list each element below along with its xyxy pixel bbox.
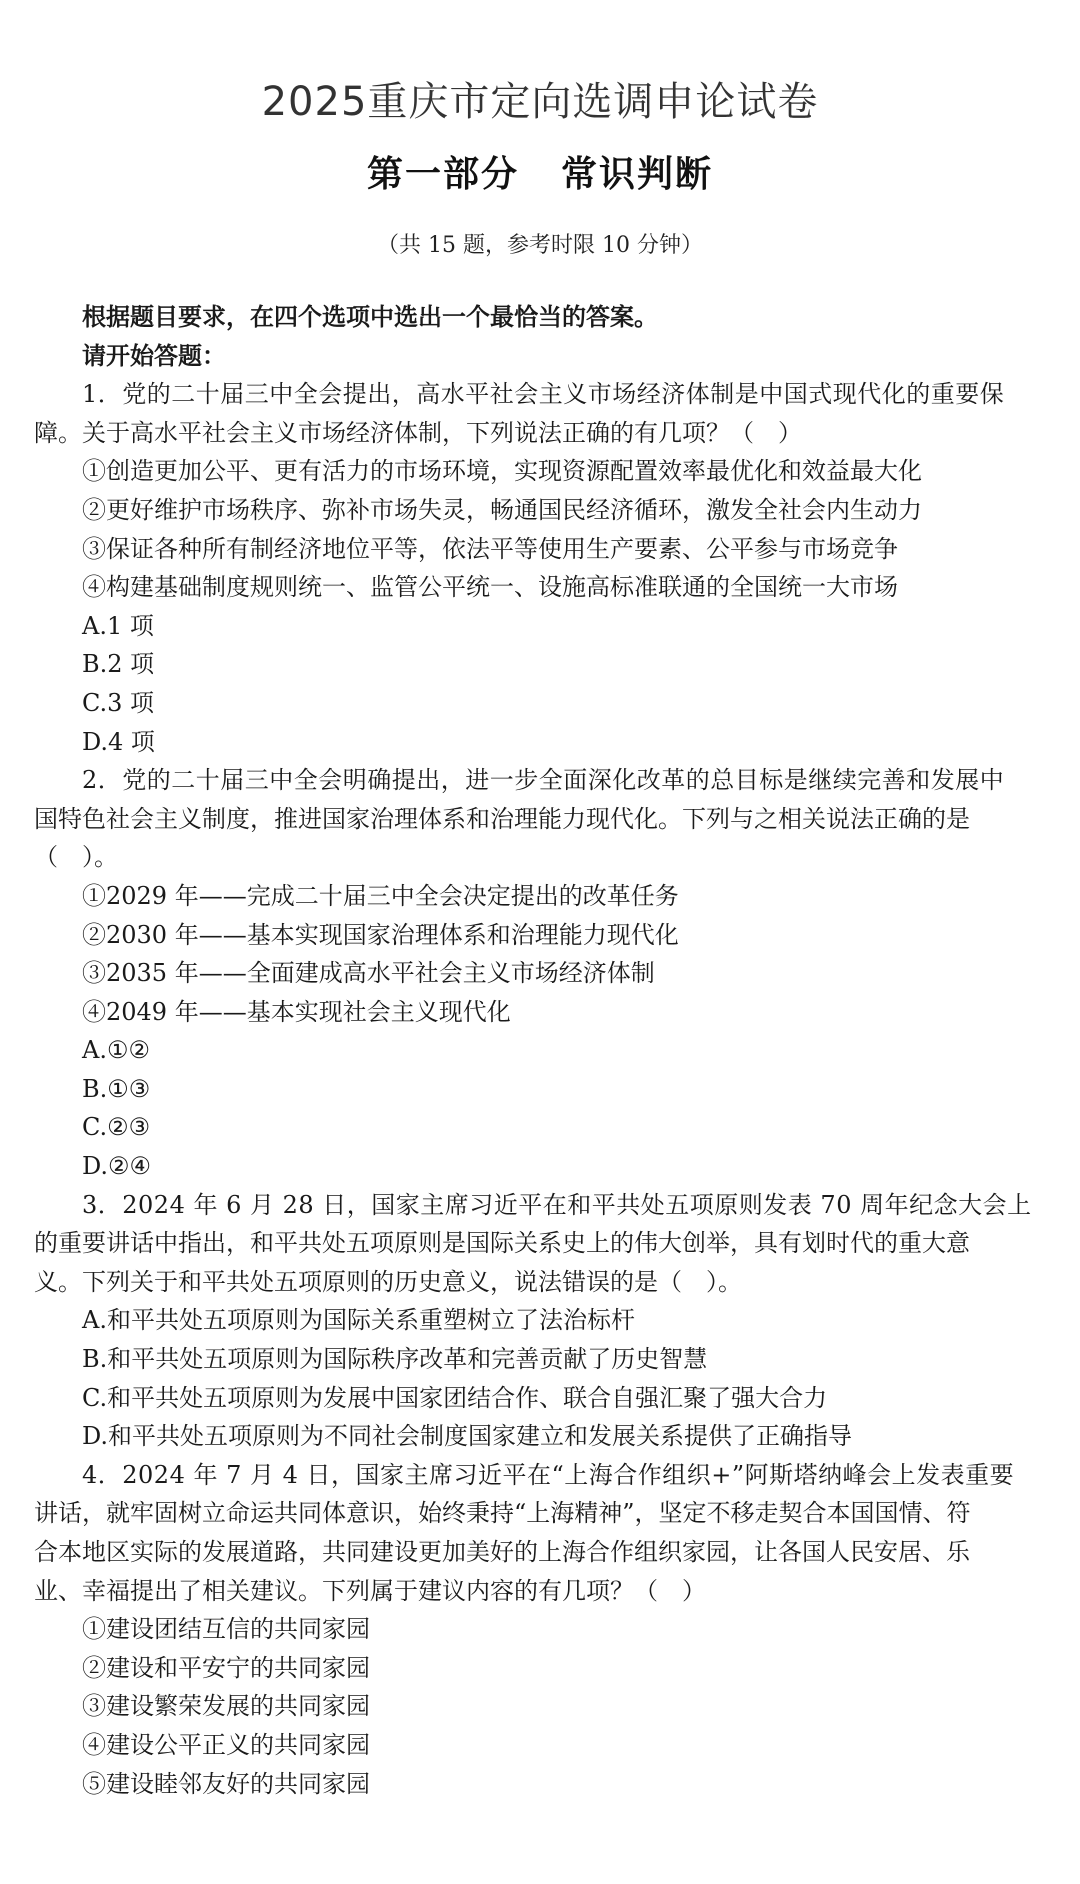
question-text-line: 1．党的二十届三中全会提出，高水平社会主义市场经济体制是中国式现代化的重要保 [82,380,1005,409]
question-text-line: 3．2024 年 6 月 28 日，国家主席习近平在和平共处五项原则发表 70 周年纪念大会上 [82,1190,1032,1219]
statement-item: ④构建基础制度规则统一、监管公平统一、设施高标准联通的全国统一大市场 [82,573,898,602]
statement-item: ④建设公平正义的共同家园 [82,1730,370,1759]
question-text-line: 讲话，就牢固树立命运共同体意识，始终秉持“上海精神”，坚定不移走契合本国国情、符 [34,1499,971,1528]
answer-option: B.2 项 [82,650,155,679]
part-label: 第一部分 [366,154,519,195]
question-text-line: 业、幸福提出了相关建议。下列属于建议内容的有几项？（ ） [34,1576,706,1605]
question-text-line: 障。关于高水平社会主义市场经济体制，下列说法正确的有几项？（ ） [34,418,802,447]
answer-option: A.和平共处五项原则为国际关系重塑树立了法治标杆 [82,1306,635,1335]
statement-item: ④2049 年——基本实现社会主义现代化 [82,997,511,1026]
question-text-line: 4．2024 年 7 月 4 日，国家主席习近平在“上海合作组织+”阿斯塔纳峰会上发表重要 [82,1460,1015,1489]
question-text-line: 2．党的二十届三中全会明确提出，进一步全面深化改革的总目标是继续完善和发展中 [82,766,1005,795]
answer-option: B.①③ [82,1074,151,1103]
statement-item: ⑤建设睦邻友好的共同家园 [82,1769,370,1798]
question-text-line: 的重要讲话中指出，和平共处五项原则是国际关系史上的伟大创举，具有划时代的重大意 [34,1229,970,1258]
statement-item: ①创造更加公平、更有活力的市场环境，实现资源配置效率最优化和效益最大化 [82,457,922,486]
time-limit-note: （共 15 题，参考时限 10 分钟） [377,233,703,258]
answer-option: D.4 项 [82,727,155,756]
statement-item: ②更好维护市场秩序、弥补市场失灵，畅通国民经济循环，激发全社会内生动力 [82,495,922,524]
question-1 [34,375,1054,761]
answer-option: C.②③ [82,1113,151,1142]
question-body [34,298,1054,1803]
question-text-line: 国特色社会主义制度，推进国家治理体系和治理能力现代化。下列与之相关说法正确的是 [34,804,970,833]
answer-option: B.和平共处五项原则为国际秩序改革和完善贡献了历史智慧 [82,1345,708,1374]
statement-item: ②2030 年——基本实现国家治理体系和治理能力现代化 [82,920,679,949]
question-3 [34,1186,1054,1456]
answer-option: C.和平共处五项原则为发展中国家团结合作、联合自强汇聚了强大合力 [82,1383,828,1412]
answer-option: D.②④ [82,1152,152,1181]
answer-option: C.3 项 [82,688,155,717]
question-4 [34,1456,1054,1803]
statement-item: ①建设团结互信的共同家园 [82,1615,370,1644]
question-2 [34,761,1054,1186]
statement-item: ②建设和平安宁的共同家园 [82,1653,370,1682]
part-heading [0,146,1080,197]
answer-option: D.和平共处五项原则为不同社会制度国家建立和发展关系提供了正确指导 [82,1422,853,1451]
exam-title: 2025重庆市定向选调申论试卷 [261,79,819,125]
start-prompt: 请开始答题： [82,341,226,370]
statement-item: ③2035 年——全面建成高水平社会主义市场经济体制 [82,959,655,988]
statement-item: ①2029 年——完成二十届三中全会决定提出的改革任务 [82,881,679,910]
question-text-line: 合本地区实际的发展道路，共同建设更加美好的上海合作组织家园，让各国人民安居、乐 [34,1538,970,1566]
statement-item: ③建设繁荣发展的共同家园 [82,1692,370,1721]
question-text-line: 义。下列关于和平共处五项原则的历史意义，说法错误的是（ ）。 [34,1267,742,1296]
answer-option: A.①② [82,1036,150,1065]
statement-item: ③保证各种所有制经济地位平等，依法平等使用生产要素、公平参与市场竞争 [82,534,898,563]
instruction-text: 根据题目要求，在四个选项中选出一个最恰当的答案。 [82,303,658,331]
answer-option: A.1 项 [82,611,154,640]
part-name: 常识判断 [561,154,714,195]
question-text-line: （ ）。 [34,843,118,872]
